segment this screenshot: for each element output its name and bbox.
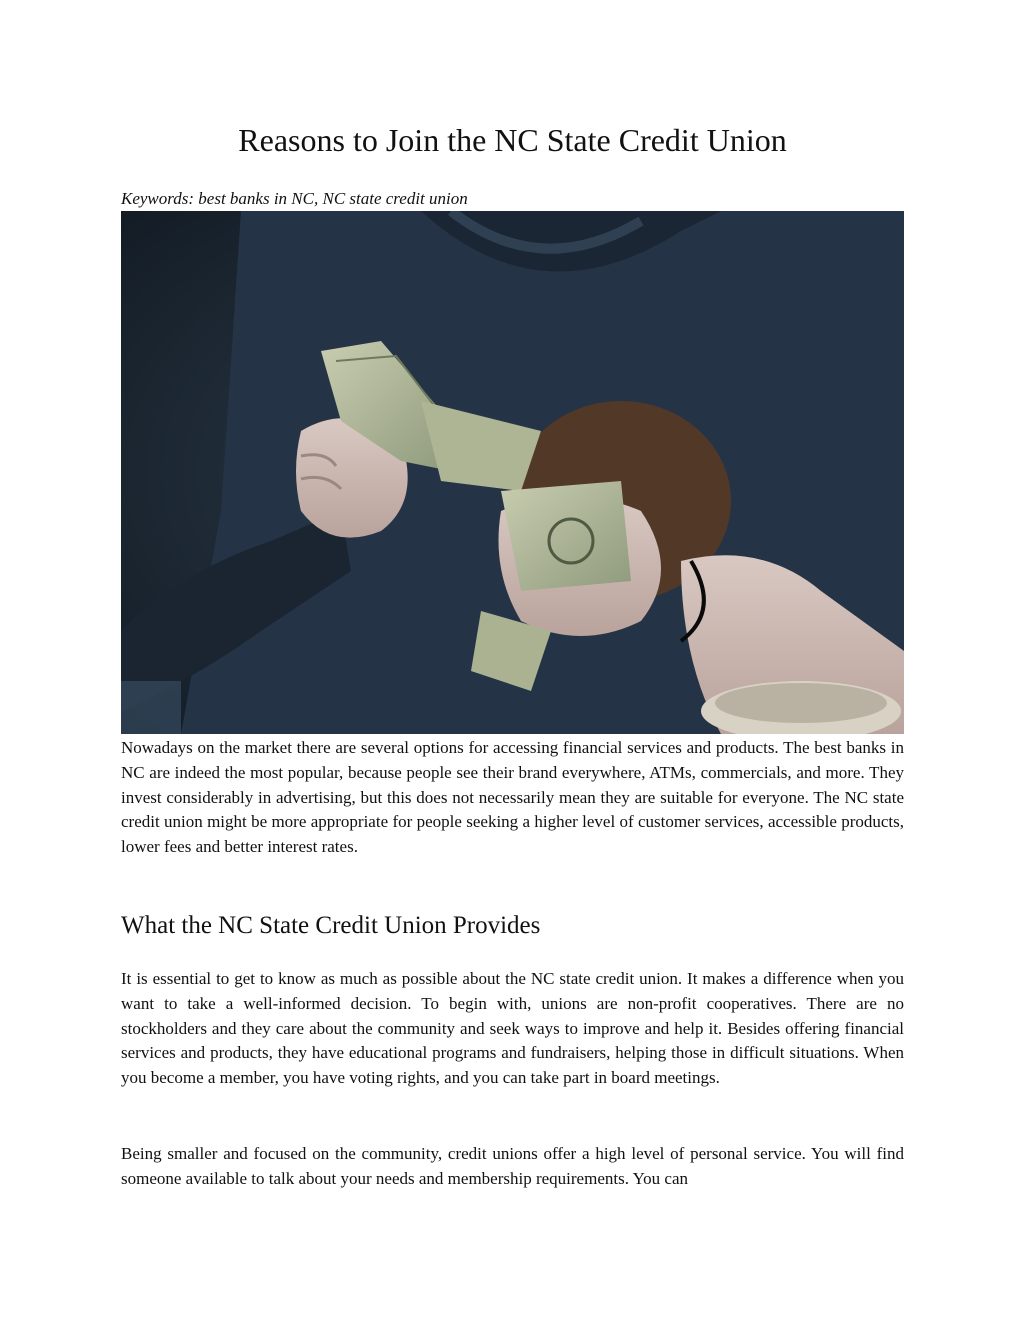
intro-paragraph: Nowadays on the market there are several options for accessing financial services and products. The best banks in NC are indeed the most popular, because people see their brand everywhere, ATMs, commercials, and more. They invest considerably in advertising, but this does not necessarily mean they are suitable for everyone. The NC state credit union might be more appropriate for people seeking a higher level of customer services, accessible products, lower fees and better interest rates. (121, 738, 904, 857)
section-heading: What the NC State Credit Union Provides (121, 912, 541, 939)
hero-photo (121, 211, 904, 734)
document-title: Reasons to Join the NC State Credit Union (238, 122, 787, 158)
keywords-line: Keywords: best banks in NC, NC state credit union (121, 189, 468, 208)
body-paragraph-1: It is essential to get to know as much as possible about the NC state credit union. It makes a difference when you want to take a well-informed decision. To begin with, unions are non-profit cooperatives. There are no stockholders and they care about the community and seek ways to improve and help it. Besides offering financial services and products, they have educational programs and fundraisers, helping those in difficult situations. When you become a member, you have voting rights, and you can take part in board meetings. (121, 969, 904, 1088)
photo-hands-counting-cash-icon (121, 211, 904, 734)
body-paragraph-2: Being smaller and focused on the community, credit unions offer a high level of personal service. You will find someone available to talk about your needs and membership requirements. You can (121, 1144, 904, 1188)
